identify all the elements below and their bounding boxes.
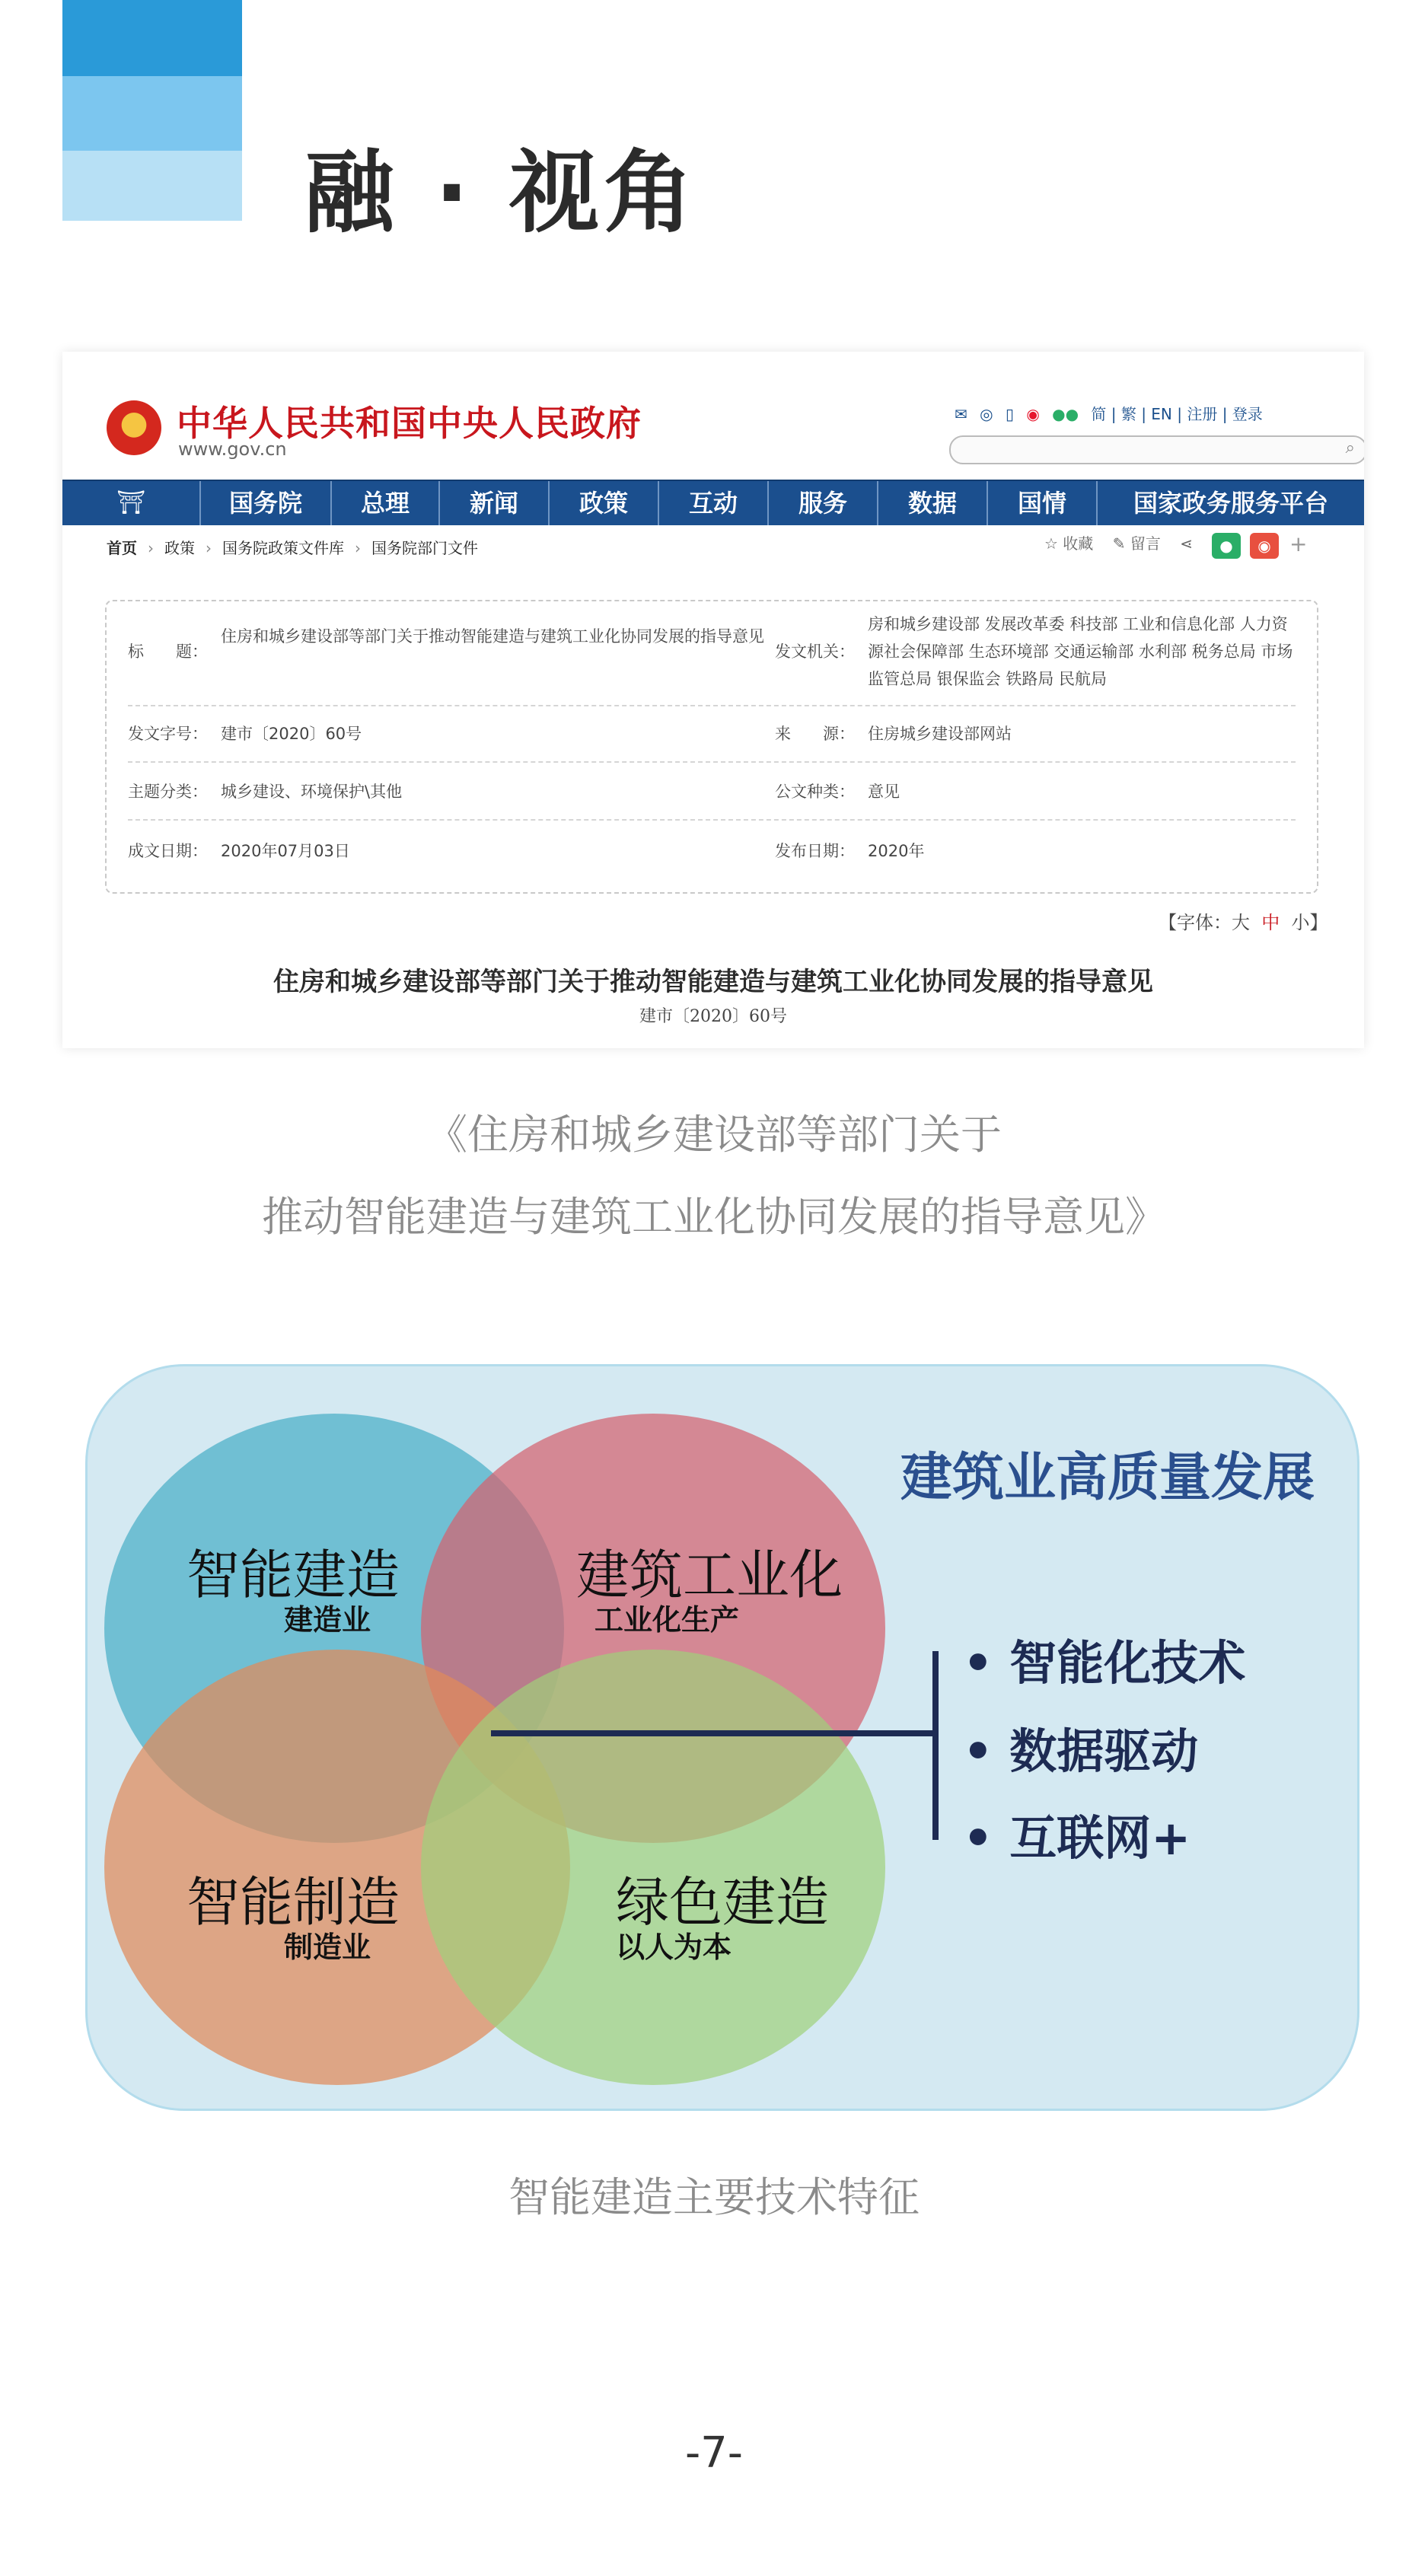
venn-sub-building-industrialization: 工业化生产 bbox=[594, 1603, 740, 1637]
nav-item-data[interactable]: 数据 bbox=[878, 481, 988, 525]
source-value: 住房城乡建设部网站 bbox=[868, 725, 1012, 743]
national-emblem-icon bbox=[107, 400, 161, 455]
more-share-icon[interactable]: + bbox=[1289, 531, 1308, 556]
nav-item-policy[interactable]: 政策 bbox=[550, 481, 659, 525]
main-nav bbox=[62, 480, 1364, 525]
header-accent-block-1 bbox=[62, 0, 242, 76]
page-tools bbox=[1044, 531, 1193, 553]
message-icon[interactable]: ◎ bbox=[980, 405, 993, 423]
source-label: 来 源： bbox=[775, 725, 855, 743]
nav-item-news[interactable]: 新闻 bbox=[440, 481, 550, 525]
nav-item-interaction[interactable]: 互动 bbox=[659, 481, 769, 525]
search-icon[interactable]: ⌕ bbox=[1345, 438, 1355, 457]
gov-site-name: 中华人民共和国中央人民政府 bbox=[177, 403, 642, 444]
wechat-icon[interactable]: ●● bbox=[1052, 405, 1079, 423]
breadcrumb-home[interactable]: 首页 bbox=[107, 539, 137, 557]
category-label: 主题分类： bbox=[128, 783, 208, 801]
connector-vertical-line bbox=[932, 1651, 939, 1840]
share-icon[interactable]: ⋖ bbox=[1180, 534, 1194, 553]
doc-type-label: 公文种类： bbox=[775, 783, 855, 801]
venn-sub-green-construction: 以人为本 bbox=[616, 1930, 732, 1964]
font-size-prefix: 【字体： bbox=[1159, 912, 1232, 933]
bullet-data-driven: • 数据驱动 bbox=[963, 1723, 1199, 1779]
document-title: 住房和城乡建设部等部门关于推动智能建造与建筑工业化协同发展的指导意见 bbox=[273, 967, 1153, 997]
info-row bbox=[128, 819, 1296, 888]
wechat-share-icon[interactable]: ● bbox=[1212, 533, 1241, 559]
connector-horizontal-line bbox=[491, 1730, 932, 1736]
figure-caption-venn: 智能建造主要技术特征 bbox=[508, 2173, 920, 2221]
document-number: 建市〔2020〕60号 bbox=[639, 1007, 787, 1026]
nav-item-state-council[interactable]: 国务院 bbox=[201, 481, 332, 525]
publish-date-value: 2020年 bbox=[868, 842, 925, 860]
venn-sub-intelligent-construction: 建造业 bbox=[284, 1603, 371, 1637]
gov-website-screenshot bbox=[62, 352, 1364, 1048]
bullet-internet-plus: • 互联网+ bbox=[963, 1810, 1191, 1866]
breadcrumb-dept-docs[interactable]: 国务院部门文件 bbox=[371, 539, 478, 557]
figure-caption-line-2: 推动智能建造与建筑工业化协同发展的指导意见》 bbox=[262, 1193, 1166, 1241]
doc-number-label: 发文字号： bbox=[128, 725, 208, 743]
mobile-icon[interactable]: ▯ bbox=[1005, 405, 1014, 423]
category-value: 城乡建设、环境保护\其他 bbox=[221, 783, 403, 801]
info-row bbox=[128, 601, 1296, 706]
breadcrumb bbox=[107, 536, 478, 558]
page-number: -7- bbox=[684, 2428, 744, 2478]
issuer-value: 房和城乡建设部 发展改革委 科技部 工业和信息化部 人力资源社会保障部 生态环境部 交通运输部 水利部 税务总局 市场监管总局 银保监会 铁路局 民航局 bbox=[868, 615, 1293, 688]
site-search-input[interactable] bbox=[949, 435, 1364, 464]
venn-diagram-panel bbox=[85, 1364, 1359, 2111]
figure-caption-line-1: 《住房和城乡建设部等部门关于 bbox=[426, 1111, 1002, 1159]
weibo-share-icon[interactable]: ◉ bbox=[1250, 533, 1279, 559]
header-accent-block-3 bbox=[62, 151, 242, 221]
nav-item-national-conditions[interactable]: 国情 bbox=[988, 481, 1098, 525]
doc-number-value: 建市〔2020〕60号 bbox=[221, 725, 362, 743]
weibo-icon[interactable]: ◉ bbox=[1026, 405, 1040, 423]
top-links[interactable]: 简 | 繁 | EN | 注册 | 登录 bbox=[1091, 405, 1263, 423]
header-accent-block-2 bbox=[62, 76, 242, 151]
written-date-value: 2020年07月03日 bbox=[221, 842, 350, 860]
issuer-label: 发文机关： bbox=[775, 642, 855, 661]
font-size-suffix: 】 bbox=[1309, 912, 1328, 933]
section-title: 融 · 视角 bbox=[304, 140, 698, 245]
nav-item-premier[interactable]: 总理 bbox=[332, 481, 440, 525]
bullet-intelligent-tech: • 智能化技术 bbox=[963, 1635, 1246, 1691]
breadcrumb-sep-icon: › bbox=[355, 539, 361, 557]
favorite-button[interactable]: ☆ 收藏 bbox=[1044, 534, 1094, 553]
nav-item-service-platform[interactable]: 国家政务服务平台 bbox=[1133, 489, 1328, 518]
title-label: 标 题： bbox=[128, 642, 208, 661]
breadcrumb-sep-icon: › bbox=[148, 539, 154, 557]
doc-type-value: 意见 bbox=[868, 783, 900, 801]
font-size-small[interactable]: 小 bbox=[1291, 912, 1310, 933]
gov-site-url: www.gov.cn bbox=[178, 438, 287, 460]
font-size-large[interactable]: 大 bbox=[1232, 912, 1250, 933]
breadcrumb-sep-icon: › bbox=[206, 539, 212, 557]
nav-home-icon[interactable]: ⛩ bbox=[62, 481, 201, 525]
font-size-control bbox=[1159, 907, 1328, 934]
info-row bbox=[128, 705, 1296, 763]
venn-label-building-industrialization: 建筑工业化 bbox=[576, 1544, 843, 1606]
title-value: 住房和城乡建设部等部门关于推动智能建造与建筑工业化协同发展的指导意见 bbox=[221, 627, 764, 646]
venn-sub-intelligent-manufacturing: 制造业 bbox=[284, 1930, 371, 1964]
mail-icon[interactable]: ✉ bbox=[955, 405, 967, 423]
document-info-table bbox=[105, 600, 1318, 894]
info-row bbox=[128, 761, 1296, 821]
written-date-label: 成文日期： bbox=[128, 842, 208, 860]
venn-label-intelligent-manufacturing: 智能制造 bbox=[186, 1871, 400, 1934]
venn-title: 建筑业高质量发展 bbox=[900, 1448, 1315, 1508]
comment-button[interactable]: ✎ 留言 bbox=[1112, 534, 1161, 553]
font-size-medium[interactable]: 中 bbox=[1261, 912, 1280, 933]
breadcrumb-library[interactable]: 国务院政策文件库 bbox=[222, 539, 344, 557]
nav-item-service[interactable]: 服务 bbox=[769, 481, 878, 525]
breadcrumb-policy[interactable]: 政策 bbox=[164, 539, 195, 557]
venn-label-intelligent-construction: 智能建造 bbox=[186, 1544, 400, 1606]
venn-label-green-construction: 绿色建造 bbox=[616, 1871, 829, 1934]
publish-date-label: 发布日期： bbox=[775, 842, 855, 860]
top-icon-bar bbox=[955, 402, 1270, 424]
